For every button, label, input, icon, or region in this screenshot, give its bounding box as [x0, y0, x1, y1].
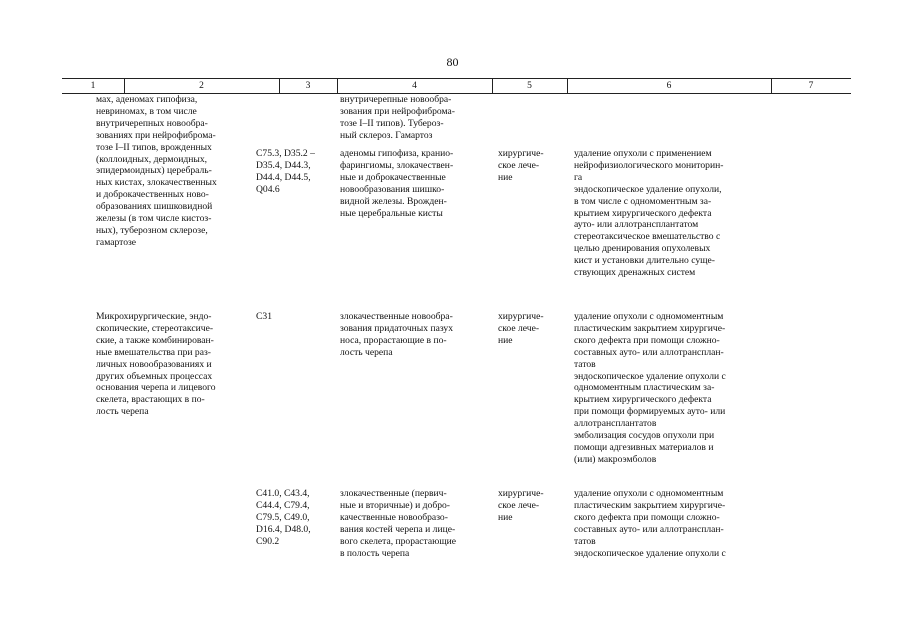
row2-model-text	[340, 311, 486, 359]
text-line: кист и установки длительно суще-	[574, 255, 715, 267]
page-number: 80	[446, 55, 459, 69]
column-header-2: 2	[199, 81, 204, 91]
text-line: вого скелета, прорастающие	[340, 535, 457, 547]
text-line: скопические, стереотаксиче-	[96, 322, 214, 334]
row2-treatment-method	[574, 311, 766, 466]
text-line: татов	[574, 358, 596, 370]
text-line: лость черепа	[96, 406, 149, 418]
text-line: других объемных процессах	[96, 370, 213, 382]
text-line: D35.4, D44.3,	[256, 159, 311, 171]
text-line: (или) макроэмболов	[574, 453, 657, 465]
text-line: тозе I–II типов). Тубероз-	[340, 117, 444, 129]
row2-treatment-type	[498, 311, 564, 347]
text-line: ных), туберозном склерозе,	[96, 224, 208, 236]
text-line: целью дренирования опухолевых	[574, 243, 711, 255]
text-line: гамартозе	[96, 236, 137, 248]
text-line: злокачественные новообра-	[340, 311, 453, 322]
text-line: зованиях при нейрофиброма-	[96, 129, 216, 141]
text-line: помощи адгезивных материалов и	[574, 441, 714, 453]
text-line: ние	[498, 334, 513, 346]
text-line: аллотрансплантатов	[574, 418, 657, 430]
text-line: ствующих дренажных систем	[574, 267, 696, 279]
row3-icd-codes	[256, 488, 332, 548]
text-line: ные вмешательства при раз-	[96, 346, 211, 358]
column-header-3: 3	[305, 81, 311, 91]
text-line: удаление опухоли с применением	[574, 148, 712, 159]
text-line: личных новообразованиях и	[96, 358, 212, 370]
table-header	[62, 78, 851, 94]
text-line: фарингиомы, злокачествен-	[340, 159, 454, 171]
text-line: вания костей черепа и лице-	[340, 523, 456, 535]
text-line: одномоментным пластическим за-	[574, 382, 715, 394]
text-line: удаление опухоли с одномоментным	[574, 488, 724, 499]
text-line: железы (в том числе кистоз-	[96, 213, 212, 225]
text-line: хирургиче-	[498, 148, 544, 159]
text-line: лость черепа	[340, 346, 393, 358]
text-line: хирургиче-	[498, 311, 544, 322]
text-line: носа, прорастающие в по-	[340, 334, 447, 346]
text-line: C79.5, C49.0,	[256, 511, 310, 523]
text-line: крытием хирургического дефекта	[574, 394, 712, 406]
text-line: ское лече-	[498, 159, 540, 171]
text-line: татов	[574, 535, 596, 547]
text-line: хирургиче-	[498, 488, 544, 499]
text-line: пластическим закрытием хирургиче-	[574, 499, 726, 511]
text-line: зования придаточных пазух	[340, 322, 454, 334]
text-line: основания черепа и лицевого	[96, 382, 216, 394]
text-line: внутричерепные новообра-	[340, 94, 452, 105]
row2-icd-codes	[256, 311, 332, 323]
text-line: нейрофизиологического мониторин-	[574, 159, 724, 171]
column-header-6: 6	[666, 81, 672, 91]
row3-treatment-method	[574, 488, 766, 559]
text-line: внутричерепных новообра-	[96, 117, 208, 129]
text-line: ские, а также комбинирован-	[96, 334, 214, 346]
text-line: C31	[256, 311, 272, 322]
text-line: ское лече-	[498, 322, 540, 334]
text-line: эндоскопическое удаление опухоли с	[574, 547, 726, 559]
row1-icd-codes	[256, 148, 332, 196]
text-line: стереотаксическое вмешательство с	[574, 231, 721, 243]
text-line: в полость черепа	[340, 547, 410, 559]
column-header-1: 1	[90, 81, 96, 91]
text-line: видной железы. Врожден-	[340, 195, 447, 207]
row2-diagnosis-text	[96, 311, 246, 418]
text-line: ный склероз. Гамартоз	[340, 129, 433, 141]
row3-treatment-type	[498, 488, 564, 524]
text-line: D44.4, D44.5,	[256, 171, 311, 183]
text-line: эпидермоидных) церебраль-	[96, 165, 212, 177]
text-line: в том числе с одномоментным за-	[574, 195, 712, 207]
row3-model-text	[340, 488, 486, 559]
text-line: C44.4, C79.4,	[256, 499, 310, 511]
text-line: и доброкачественных ново-	[96, 189, 209, 201]
text-line: составных ауто- или аллотрансплан-	[574, 523, 724, 535]
text-line: удаление опухоли с одномоментным	[574, 311, 724, 322]
text-line: C75.3, D35.2 –	[256, 148, 315, 159]
text-line: невриномах, в том числе	[96, 105, 197, 117]
text-line: пластическим закрытием хирургиче-	[574, 322, 726, 334]
text-line: Q04.6	[256, 183, 280, 195]
text-line: эмболизация сосудов опухоли при	[574, 430, 715, 442]
text-line: ского дефекта при помощи сложно-	[574, 511, 720, 523]
text-line: ние	[498, 171, 513, 183]
text-line: (коллоидных, дермоидных,	[96, 153, 208, 165]
column-header-4: 4	[412, 81, 417, 91]
text-line: тозе I–II типов, врожденных	[96, 141, 212, 153]
row1-model-text	[340, 148, 486, 219]
text-line: злокачественные (первич-	[340, 488, 447, 499]
row1-treatment-method	[574, 148, 766, 279]
text-line: C41.0, C43.4,	[256, 488, 310, 499]
column-header-7: 7	[808, 81, 814, 91]
text-line: качественные новообразо-	[340, 511, 448, 523]
text-line: при помощи формируемых ауто- или	[574, 406, 726, 418]
text-line: ные и вторичные) и добро-	[340, 499, 450, 511]
text-line: зования при нейрофиброма-	[340, 105, 455, 117]
text-line: образованиях шишковидной	[96, 201, 213, 213]
text-line: ные церебральные кисты	[340, 207, 443, 219]
text-line: Микрохирургические, эндо-	[96, 311, 212, 322]
text-line: эндоскопическое удаление опухоли,	[574, 183, 722, 195]
text-line: мах, аденомах гипофиза,	[96, 94, 198, 105]
text-line: C90.2	[256, 535, 280, 547]
text-line: га	[574, 171, 583, 183]
text-line: ское лече-	[498, 499, 540, 511]
text-line: крытием хирургического дефекта	[574, 207, 712, 219]
text-line: новообразования шишко-	[340, 183, 445, 195]
text-line: аденомы гипофиза, кранио-	[340, 148, 454, 159]
row1-diagnosis-text	[96, 94, 246, 249]
text-line: ского дефекта при помощи сложно-	[574, 334, 720, 346]
row1-treatment-type	[498, 148, 564, 184]
text-line: D16.4, D48.0,	[256, 523, 311, 535]
text-line: ауто- или аллотрансплантатом	[574, 219, 699, 231]
row1-model-prev-text	[340, 94, 486, 142]
text-line: скелета, врастающих в по-	[96, 394, 205, 406]
text-line: ных кистах, злокачественных	[96, 177, 217, 189]
text-line: ные и доброкачественные	[340, 171, 446, 183]
text-line: эндоскопическое удаление опухоли с	[574, 370, 726, 382]
text-line: ние	[498, 511, 513, 523]
text-line: составных ауто- или аллотрансплан-	[574, 346, 724, 358]
column-header-5: 5	[527, 81, 532, 91]
